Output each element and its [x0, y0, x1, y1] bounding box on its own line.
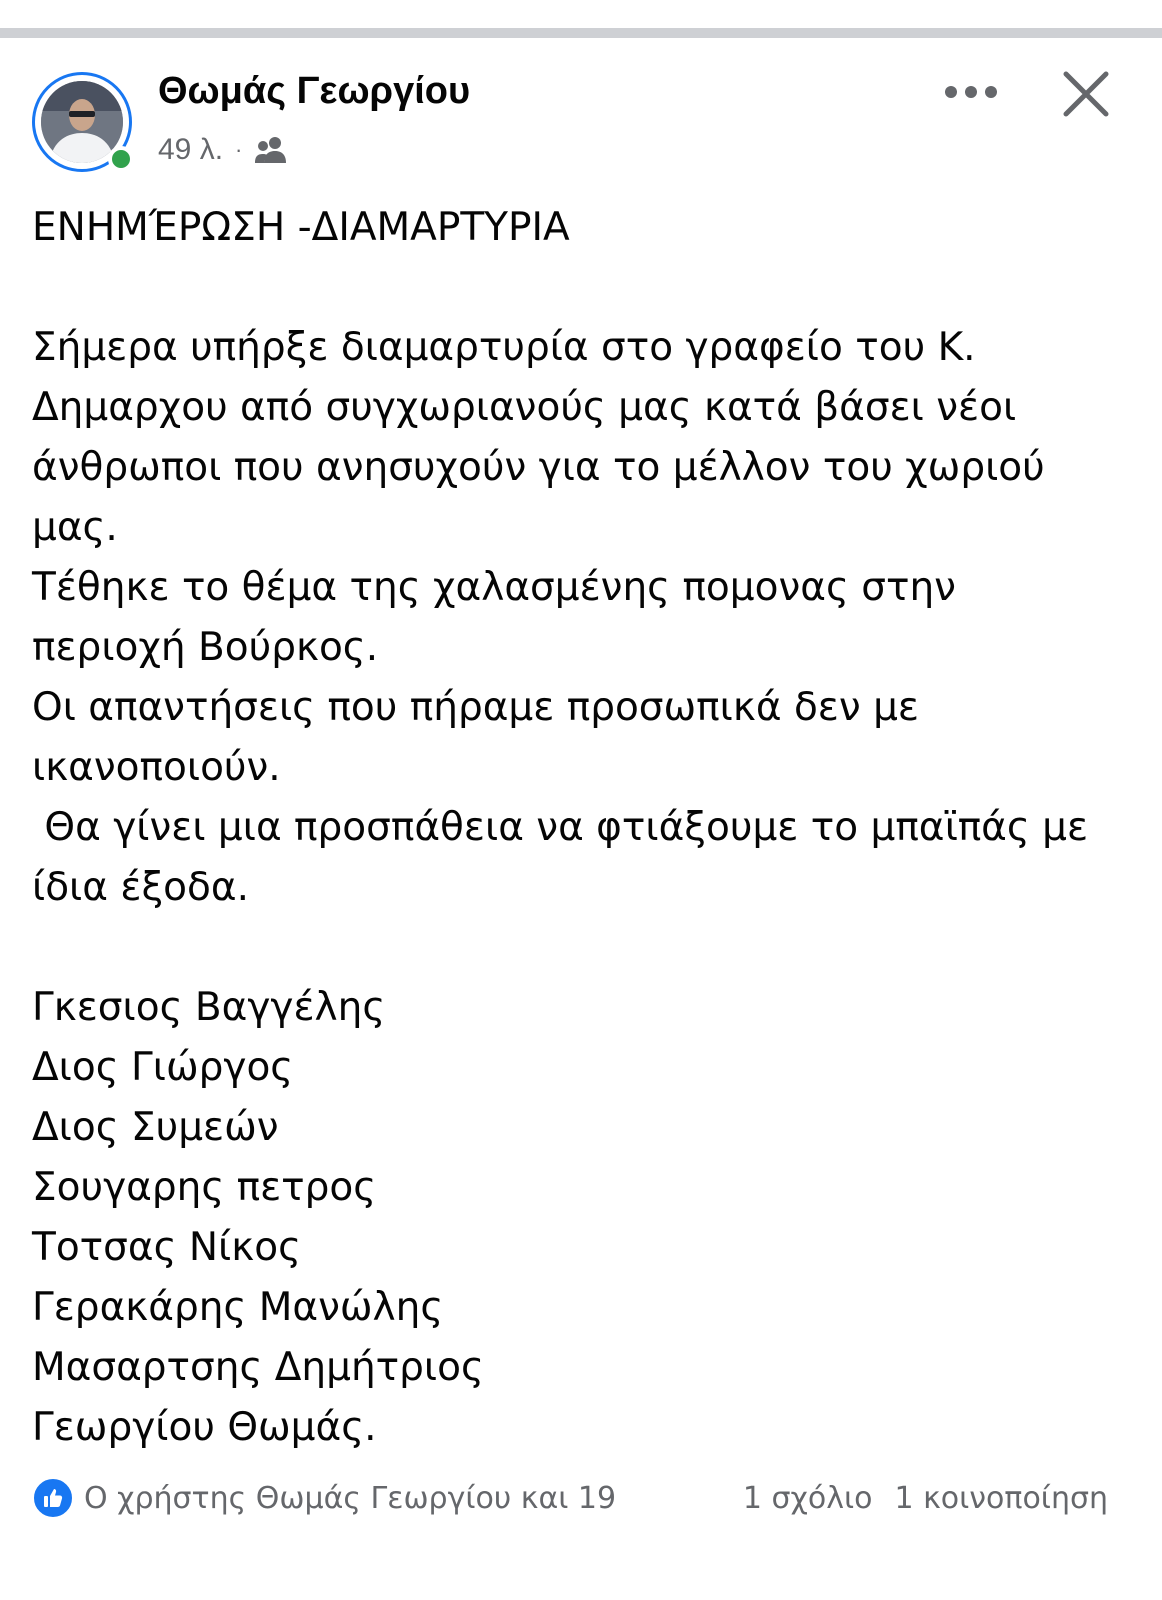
post-text-line: ικανοποιούν.	[32, 745, 281, 790]
post-card	[0, 38, 1162, 1600]
post-text-line: Τέθηκε το θέμα της χαλασμένης πομονας στην	[32, 565, 956, 610]
more-options-button[interactable]	[936, 70, 1006, 114]
hide-post-button[interactable]	[1054, 62, 1118, 126]
post-title: ΕΝΗΜΈΡΩΣΗ -ΔΙΑΜΑΡΤΥΡΙΑ	[32, 205, 570, 250]
post-text-line: ίδια έξοδα.	[32, 865, 250, 910]
post-meta	[158, 130, 288, 170]
post-text-line: Σήμερα υπήρξε διαμαρτυρία στο γραφείο του Κ.	[32, 325, 976, 370]
friends-icon[interactable]	[254, 135, 288, 165]
signature-line: Διος Συμεών	[32, 1105, 279, 1150]
reactions-summary[interactable]	[32, 1474, 616, 1522]
blank-line	[32, 918, 1132, 978]
post-text-line: Θα γίνει μια προσπάθεια να φτιάξουμε το μπαϊπάς με	[32, 805, 1089, 850]
close-icon	[1062, 70, 1110, 118]
feed-divider	[0, 28, 1162, 38]
reactions-text: Ο χρήστης Θωμάς Γεωργίου και 19	[84, 1480, 617, 1516]
online-status-dot	[108, 146, 134, 172]
signature-line: Γκεσιος Βαγγέλης	[32, 985, 386, 1030]
signature-line: Τοτσας Νίκος	[32, 1225, 301, 1270]
signature-line: Γεωργίου Θωμάς.	[32, 1405, 377, 1450]
blank-line	[32, 258, 1132, 318]
post-text-line: περιοχή Βούρκος.	[32, 625, 379, 670]
post-text-line: Οι απαντήσεις που πήραμε προσωπικά δεν με	[32, 685, 919, 730]
post-text-line: άνθρωποι που ανησυχούν για το μέλλον του χωριού	[32, 445, 1045, 490]
like-thumb-icon	[32, 1477, 74, 1519]
more-dots-icon	[944, 85, 998, 99]
signature-line: Σουγαρης πετρος	[32, 1165, 377, 1210]
shares-count-link[interactable]: 1 κοινοποίηση	[894, 1480, 1108, 1516]
engagement-counts	[743, 1474, 1108, 1522]
signature-line: Μασαρτσης Δημήτριος	[32, 1345, 484, 1390]
signature-line: Γερακάρης Μανώλης	[32, 1285, 444, 1330]
author-name[interactable]: Θωμάς Γεωργίου	[158, 70, 471, 112]
post-text	[32, 198, 1132, 1458]
meta-separator: ·	[235, 137, 243, 162]
post-text-line: μας.	[32, 505, 118, 550]
signature-line: Διος Γιώργος	[32, 1045, 294, 1090]
author-avatar[interactable]	[32, 72, 138, 178]
post-time[interactable]: 49 λ.	[158, 133, 224, 166]
comments-count-link[interactable]: 1 σχόλιο	[742, 1480, 873, 1516]
post-text-line: Δημαρχου από συγχωριανούς μας κατά βάσει νέοι	[32, 385, 1017, 430]
